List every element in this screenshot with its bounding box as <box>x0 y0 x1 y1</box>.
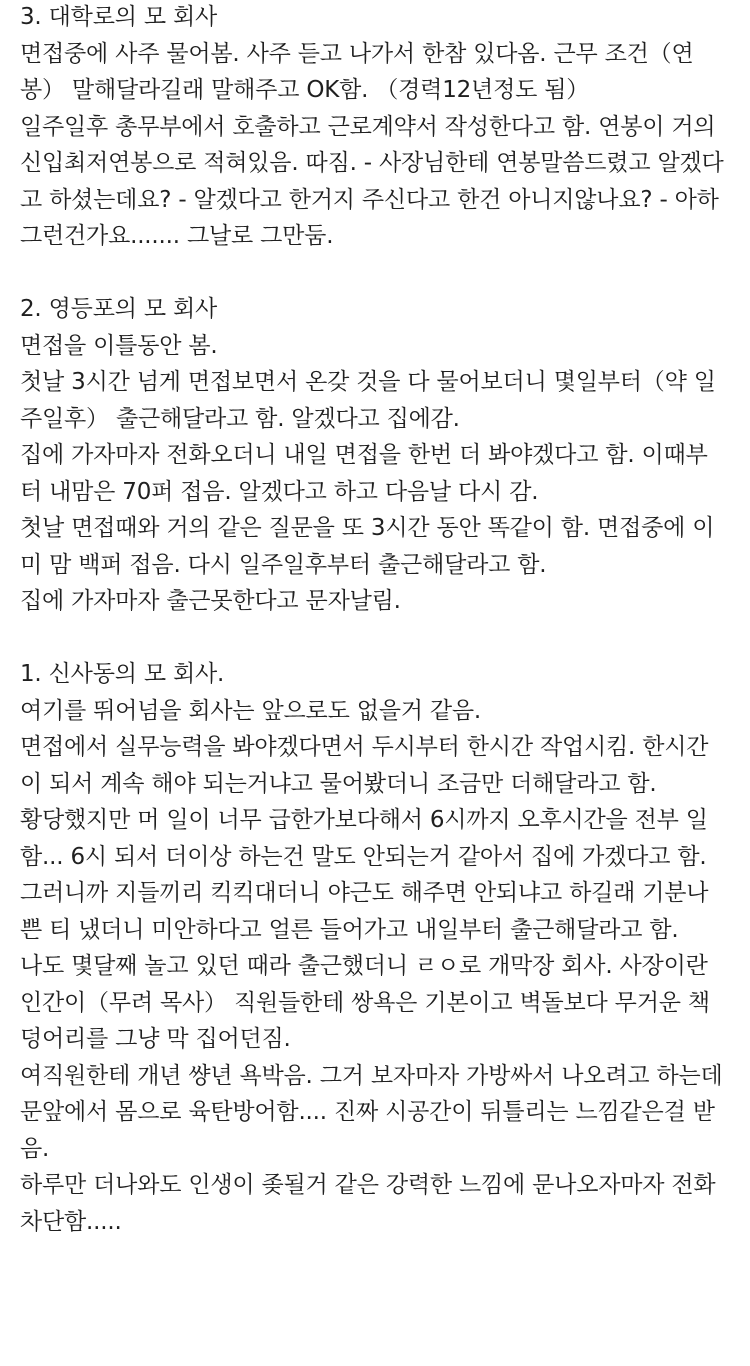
paragraph-line: 고 하셨는데요? - 알겠다고 한거지 주신다고 한건 아니지않나요? - 아하 <box>20 186 719 213</box>
section-title: 1. 신사동의 모 회사. <box>20 661 225 687</box>
paragraph-line: 여기를 뛰어넘을 회사는 앞으로도 없을거 같음. <box>20 697 482 724</box>
section-title: 3. 대학로의 모 회사 <box>20 4 218 30</box>
paragraph-line: 면접중에 사주 물어봄. 사주 듣고 나가서 한참 있다옴. 근무 조건（연 <box>20 40 694 67</box>
paragraph-line: 주일후） 출근해달라고 함. 알겠다고 집에감. <box>20 405 460 432</box>
paragraph-line: 여직원한테 개년 썅년 욕박음. 그거 보자마자 가방싸서 나오려고 하는데 <box>20 1062 723 1089</box>
paragraph-line: 이 되서 계속 해야 되는거냐고 물어봤더니 조금만 더해달라고 함. <box>20 770 657 797</box>
paragraph-line: 미 맘 백퍼 접음. 다시 일주일후부터 출근해달라고 함. <box>20 551 547 578</box>
section-1 <box>20 656 730 1240</box>
paragraph-line: 함... 6시 되서 더이상 하는건 말도 안되는거 같아서 집에 가겠다고 함. <box>20 843 707 870</box>
paragraph-line: 면접을 이틀동안 봄. <box>20 332 218 359</box>
paragraph-line: 집에 가자마자 전화오더니 내일 면접을 한번 더 봐야겠다고 함. 이때부 <box>20 442 708 468</box>
paragraph-line: 쁜 티 냈더니 미안하다고 얼른 들어가고 내일부터 출근해달라고 함. <box>20 916 679 943</box>
paragraph-line: 첫날 3시간 넘게 면접보면서 온갖 것을 다 물어보더니 몇일부터（약 일 <box>20 369 716 395</box>
paragraph-line: 차단함..... <box>20 1208 122 1235</box>
paragraph-line: 그러니까 지들끼리 킥킥대더니 야근도 해주면 안되냐고 하길래 기분나 <box>20 880 709 906</box>
section-3 <box>20 0 730 255</box>
paragraph-line: 집에 가자마자 출근못한다고 문자날림. <box>20 588 401 614</box>
paragraph-line: 신입최저연봉으로 적혀있음. 따짐. - 사장님한테 연봉말씀드렸고 알겠다 <box>20 150 724 176</box>
paragraph-line: 그런건가요....... 그날로 그만둠. <box>20 223 334 249</box>
section-title: 2. 영등포의 모 회사 <box>20 296 218 322</box>
blank-line <box>20 620 730 657</box>
paragraph-line: 첫날 면접때와 거의 같은 질문을 또 3시간 동안 똑같이 함. 면접중에 이 <box>20 515 715 541</box>
paragraph-line: 하루만 더나와도 인생이 좆될거 같은 강력한 느낌에 문나오자마자 전화 <box>20 1172 716 1198</box>
paragraph-line: 문앞에서 몸으로 육탄방어함.... 진짜 시공간이 뒤틀리는 느낌같은걸 받 <box>20 1099 715 1125</box>
paragraph-line: 음. <box>20 1135 50 1162</box>
paragraph-line: 황당했지만 머 일이 너무 급한가보다해서 6시까지 오후시간을 전부 일 <box>20 807 708 833</box>
blank-line <box>20 255 730 292</box>
paragraph-line: 일주일후 총무부에서 호출하고 근로계약서 작성한다고 함. 연봉이 거의 <box>20 113 716 140</box>
paragraph-line: 덩어리를 그냥 막 집어던짐. <box>20 1026 291 1052</box>
paragraph-line: 봉） 말해달라길래 말해주고 OK함. （경력12년정도 됨） <box>20 77 590 103</box>
paragraph-line: 인간이（무려 목사） 직원들한테 쌍욕은 기본이고 벽돌보다 무거운 책 <box>20 989 710 1016</box>
paragraph-line: 터 내맘은 70퍼 접음. 알겠다고 하고 다음날 다시 감. <box>20 478 539 505</box>
paragraph-line: 나도 몇달째 놀고 있던 때라 출근했더니 ㄹㅇ로 개막장 회사. 사장이란 <box>20 953 708 979</box>
paragraph-line: 면접에서 실무능력을 봐야겠다면서 두시부터 한시간 작업시킴. 한시간 <box>20 734 709 760</box>
section-2 <box>20 291 730 620</box>
